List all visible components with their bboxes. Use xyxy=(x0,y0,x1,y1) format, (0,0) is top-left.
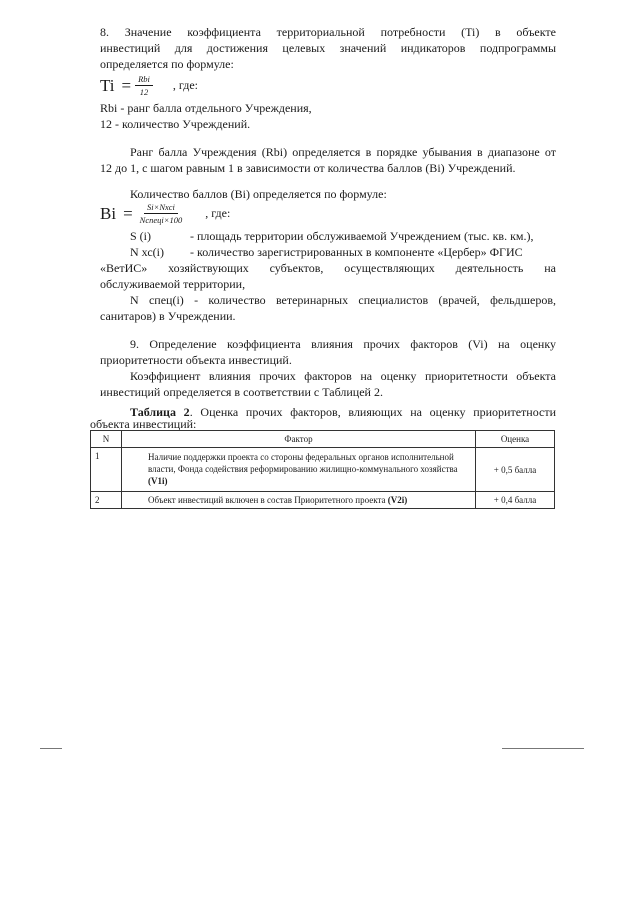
row-factor xyxy=(122,448,476,492)
row-factor-text: Наличие поддержки проекта со стороны федеральных органов исполнительной власти, Фонда содействия реформированию жилищно-коммунального хозяйства xyxy=(148,452,458,474)
formula-bi-denominator: Nспецi×100 xyxy=(139,215,183,225)
bi-def-nxc-text: - количество зарегистрированных в компоненте «Цербер» ФГИС xyxy=(190,245,523,259)
row-factor xyxy=(122,492,476,509)
table-caption-label: Таблица 2 xyxy=(130,405,190,419)
row-factor-tag: (V1i) xyxy=(148,476,168,486)
header-score: Оценка xyxy=(476,431,555,448)
table-caption-line-2: объекта инвестиций: xyxy=(90,417,197,431)
item-9-line-4: инвестиций определяется в соответствии с Таблицей 2. xyxy=(100,385,383,399)
item-9-line-3: Коэффициент влияния прочих факторов на оценку приоритетности объекта xyxy=(130,369,556,383)
table-caption-text: . Оценка прочих факторов, влияющих на оценку приоритетности xyxy=(189,405,557,419)
factors-table xyxy=(90,430,555,509)
item-8-line-3: определяется по формуле: xyxy=(100,57,234,71)
formula-ti xyxy=(100,74,198,97)
item-9-line-2: приоритетности объекта инвестиций. xyxy=(100,353,292,367)
row-score: + 0,4 балла xyxy=(476,492,555,509)
formula-ti-numerator: Rbi xyxy=(135,74,153,86)
bi-def-nspec-line-2: санитаров) в Учреждении. xyxy=(100,309,236,323)
bi-def-nxc-line-2: «ВетИС» хозяйствующих субъектов, осуществляющих деятельность на xyxy=(100,261,556,275)
bi-def-s xyxy=(100,228,556,244)
ti-def-count: 12 - количество Учреждений. xyxy=(100,117,251,131)
scan-artifact-left xyxy=(40,748,62,749)
rank-text-line-2: 12 до 1, с шагом равным 1 в зависимости от количества баллов (Bi) Учреждений. xyxy=(100,161,516,175)
table-row xyxy=(91,448,555,492)
ti-def-rbi: Rbi - ранг балла отдельного Учреждения, xyxy=(100,101,312,115)
bi-def-nxc xyxy=(100,244,556,260)
row-score: + 0,5 балла xyxy=(476,448,555,492)
formula-ti-denominator: 12 xyxy=(139,87,149,97)
formula-ti-fraction xyxy=(135,74,153,97)
row-number: 2 xyxy=(91,492,122,509)
scan-artifact-right xyxy=(502,748,584,749)
equals-sign: = xyxy=(123,203,133,223)
header-factor: Фактор xyxy=(122,431,476,448)
formula-bi-numerator: Si×Nxci xyxy=(144,202,178,214)
item-8-line-2: инвестиций для достижения целевых значений индикаторов подпрограммы xyxy=(100,41,556,55)
row-factor-tag: (V2i) xyxy=(387,495,408,505)
item-8-line-1: 8. Значение коэффициента территориальной потребности (Ti) в объекте xyxy=(100,25,556,39)
rank-text-line-1: Ранг балла Учреждения (Rbi) определяется в порядке убывания в диапазоне от xyxy=(130,145,556,159)
formula-bi-var: Bi xyxy=(100,203,117,223)
table-row xyxy=(91,492,555,509)
bi-def-nspec-line-1: N спец(i) - количество ветеринарных специалистов (врачей, фельдшеров, xyxy=(130,293,556,307)
bi-intro: Количество баллов (Bi) определяется по формуле: xyxy=(130,187,387,201)
row-factor-text: Объект инвестиций включен в состав Приоритетного проекта xyxy=(148,495,388,505)
equals-sign: = xyxy=(121,75,132,95)
header-n: N xyxy=(91,431,122,448)
bi-def-nxc-line-3: обслуживаемой территории, xyxy=(100,277,246,291)
bi-def-s-term: S (i) xyxy=(130,229,151,243)
formula-ti-var: Ti xyxy=(100,75,115,95)
formula-bi xyxy=(100,202,230,225)
item-9-line-1: 9. Определение коэффициента влияния прочих факторов (Vi) на оценку xyxy=(130,337,556,351)
row-number: 1 xyxy=(91,448,122,492)
bi-def-s-text: - площадь территории обслуживаемой Учреждением (тыс. кв. км.), xyxy=(190,229,534,243)
formula-bi-where: , где: xyxy=(205,206,231,220)
table-header-row xyxy=(91,431,555,448)
bi-def-nxc-term: N хс(i) xyxy=(130,245,164,259)
formula-ti-where: , где: xyxy=(172,78,199,92)
formula-bi-fraction xyxy=(137,202,186,225)
